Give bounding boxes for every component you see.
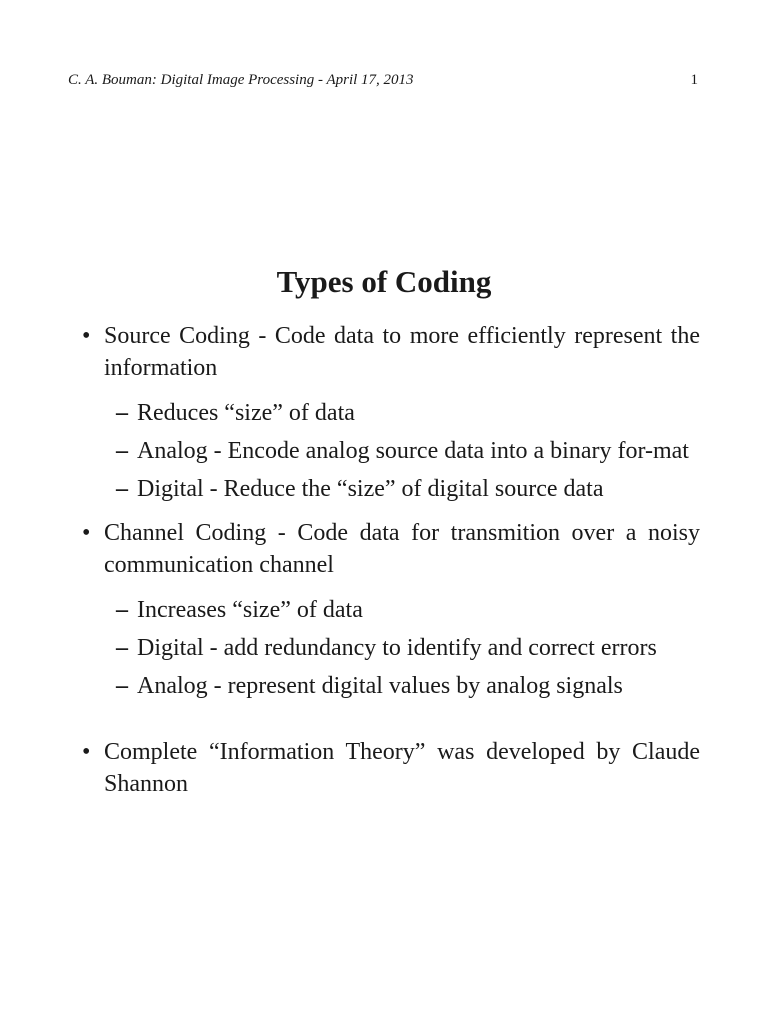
running-header (68, 70, 700, 90)
dash-marker: – (116, 476, 128, 502)
subitem-text: Analog - represent digital values by analog signals (137, 673, 623, 699)
bullet-text: Channel Coding - Code data for transmition over a noisy communication channel (104, 520, 700, 578)
dash-marker: – (116, 597, 128, 623)
dash-marker: – (116, 400, 128, 426)
bullet-text: Complete “Information Theory” was developed by Claude Shannon (104, 739, 700, 797)
list-item (116, 594, 700, 626)
subitem-text: Reduces “size” of data (137, 400, 355, 426)
list-item (116, 670, 700, 702)
sublist-channel-coding (116, 594, 700, 702)
bullet-text: Source Coding - Code data to more efficiently represent the information (104, 323, 700, 381)
bullet-source-coding (82, 320, 700, 384)
dash-marker: – (116, 635, 128, 661)
dash-marker: – (116, 673, 128, 699)
running-title: C. A. Bouman: Digital Image Processing - April 17, 2013 (68, 72, 414, 88)
subitem-text: Digital - add redundancy to identify and correct errors (137, 635, 657, 661)
subitem-text: Increases “size” of data (137, 597, 363, 623)
subitem-text: Digital - Reduce the “size” of digital source data (137, 476, 604, 502)
dash-marker: – (116, 438, 128, 464)
list-item (116, 397, 700, 429)
bullet-channel-coding (82, 517, 700, 581)
slide-title: Types of Coding (276, 264, 492, 299)
slide-content (82, 320, 700, 800)
sublist-source-coding (116, 397, 700, 505)
subitem-text: Analog - Encode analog source data into a binary for-mat (137, 438, 689, 464)
bullet-marker: • (82, 739, 91, 765)
page-number: 1 (690, 72, 698, 88)
list-item (116, 473, 700, 505)
bullet-information-theory (82, 736, 700, 800)
list-item (116, 435, 700, 467)
bullet-marker: • (82, 520, 91, 546)
list-item (116, 632, 700, 664)
bullet-marker: • (82, 323, 91, 349)
